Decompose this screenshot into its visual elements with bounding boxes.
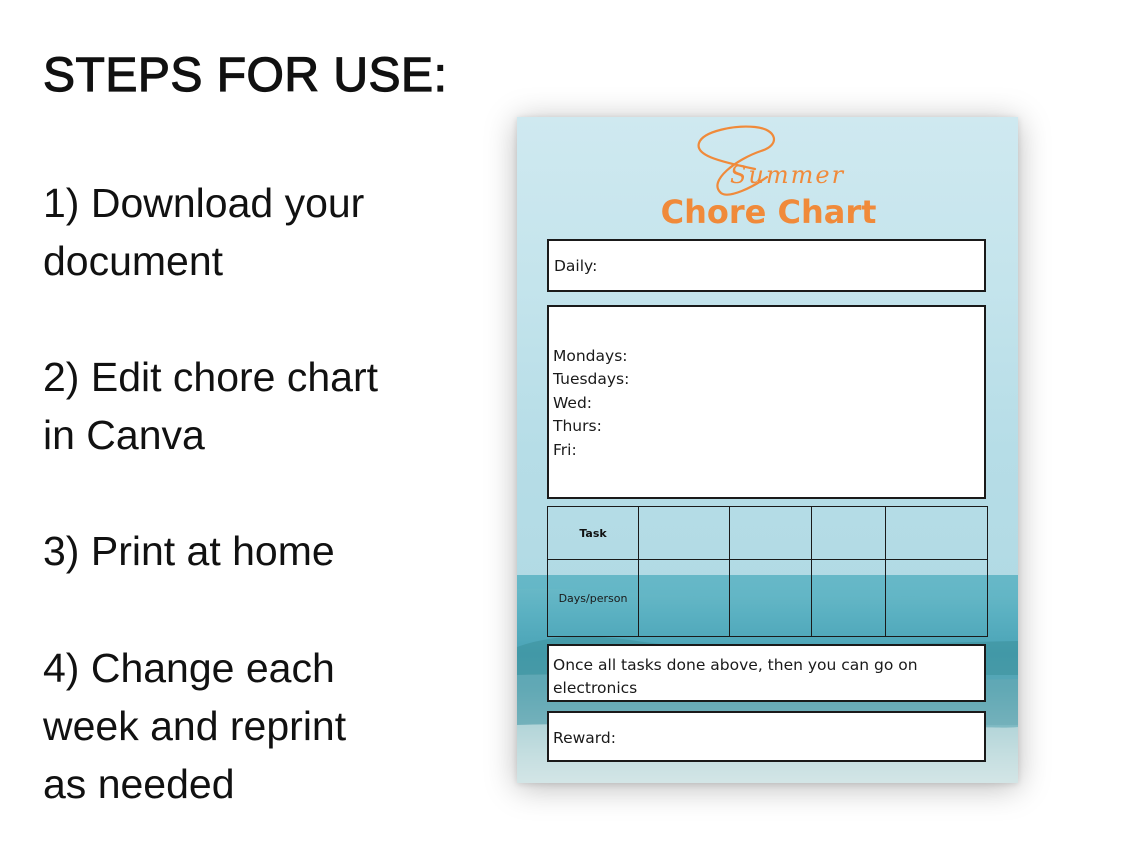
step-2 [43, 348, 463, 464]
step-2-line-2: in Canva [43, 412, 205, 458]
step-4 [43, 639, 463, 813]
table-cell [812, 507, 886, 560]
script-title: Summer [729, 161, 846, 189]
chore-chart-preview [517, 117, 1018, 783]
step-4-line-2: week and reprint [43, 703, 347, 749]
note-box [547, 644, 986, 702]
daily-label: Daily: [554, 257, 598, 275]
note-line-1: Once all tasks done above, then you can go on [553, 656, 918, 674]
weekday-tuesday: Tuesdays: [553, 370, 630, 389]
days-person-header-cell: Days/person [548, 560, 639, 637]
table-cell [730, 507, 812, 560]
note-line-2: electronics [553, 679, 638, 697]
weekday-monday: Mondays: [553, 347, 628, 365]
table-cell [886, 560, 988, 637]
task-table [547, 506, 988, 637]
reward-box [547, 711, 986, 762]
weekday-thursday: Thurs: [553, 417, 602, 436]
table-row [548, 560, 988, 637]
reward-label: Reward: [553, 729, 616, 747]
weekday-wednesday: Wed: [553, 393, 593, 412]
table-cell [730, 560, 812, 637]
weekday-friday: Fri: [553, 440, 577, 459]
chart-title: Chore Chart [660, 193, 877, 231]
table-cell [639, 560, 730, 637]
step-1-line-2: document [43, 238, 224, 284]
table-cell [812, 560, 886, 637]
step-4-line-3: as needed [43, 761, 235, 807]
weekday-box [547, 305, 986, 499]
step-3-line-1: 3) Print at home [43, 528, 335, 574]
table-row [548, 507, 988, 560]
step-2-line-1: 2) Edit chore chart [43, 354, 378, 400]
step-1-line-1: 1) Download your [43, 180, 365, 226]
step-1 [43, 174, 463, 290]
table-cell [886, 507, 988, 560]
page-heading: STEPS FOR USE: [43, 49, 448, 102]
table-cell [639, 507, 730, 560]
daily-box [547, 239, 986, 292]
task-header-cell: Task [548, 507, 639, 560]
step-3 [43, 522, 463, 580]
step-4-line-1: 4) Change each [43, 645, 335, 691]
